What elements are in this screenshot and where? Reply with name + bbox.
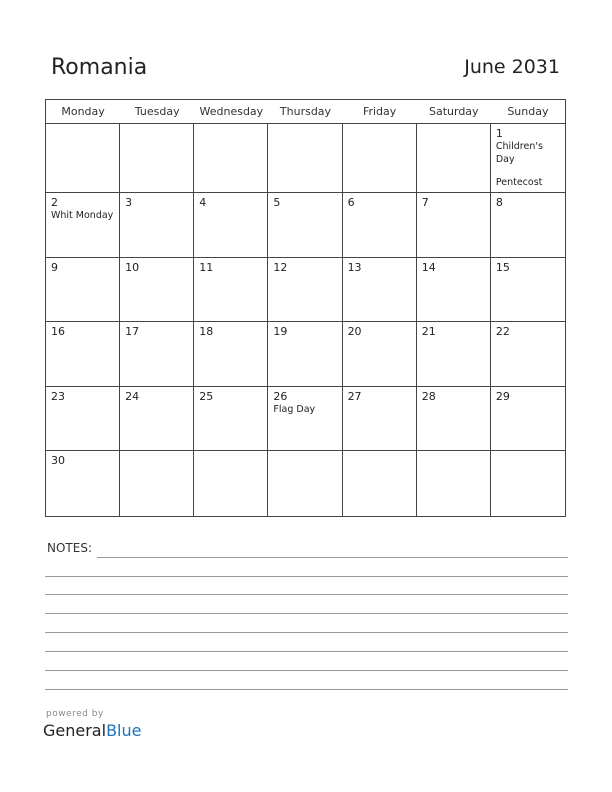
day-number: 16: [51, 325, 65, 339]
day-number: 29: [495, 389, 510, 403]
notes-line: [45, 576, 568, 577]
day-number: 28: [421, 389, 436, 403]
day-cell: [120, 322, 194, 387]
day-number: 30: [51, 454, 65, 468]
day-number: 15: [495, 260, 510, 274]
day-number: 3: [125, 196, 133, 209]
notes-label: NOTES:: [47, 541, 92, 555]
day-number: 1: [495, 127, 503, 140]
day-cell: [268, 258, 342, 323]
day-number: 24: [125, 389, 140, 403]
day-number: 10: [125, 260, 140, 274]
day-cell: [120, 451, 194, 516]
day-number: 7: [421, 196, 429, 209]
weekday-header: Friday: [343, 100, 417, 124]
month-year-title: June 2031: [464, 56, 560, 78]
day-number: 13: [347, 260, 362, 274]
day-cell: [268, 193, 342, 258]
day-cell: [268, 387, 342, 452]
day-cell: [491, 322, 565, 387]
day-number: 2: [51, 196, 58, 209]
day-number: 11: [199, 260, 214, 274]
day-cell: [417, 322, 491, 387]
day-number: 12: [273, 260, 288, 274]
day-cell: [491, 387, 565, 452]
day-number: 26: [273, 389, 288, 403]
weekday-header: Saturday: [417, 100, 491, 124]
day-cell: [194, 387, 268, 452]
day-cell: [120, 124, 194, 193]
brand-blue: Blue: [106, 721, 142, 740]
day-number: 23: [51, 389, 65, 403]
day-cell: [46, 387, 120, 452]
day-number: 18: [199, 325, 214, 339]
holiday-label: Flag Day: [273, 403, 316, 415]
day-number: 25: [199, 389, 214, 403]
day-cell: [491, 258, 565, 323]
day-cell: [120, 258, 194, 323]
holiday-label: Pentecost: [495, 177, 543, 188]
day-cell: [417, 193, 491, 258]
day-cell: [417, 387, 491, 452]
day-number: 22: [495, 325, 510, 339]
weekday-header: Sunday: [491, 100, 565, 124]
brand-general: General: [43, 721, 107, 740]
generalblue-logo: [43, 721, 141, 740]
day-cell: [491, 193, 565, 258]
day-cell: [268, 322, 342, 387]
day-cell: [194, 322, 268, 387]
day-cell: [417, 451, 491, 516]
weekday-header: Tuesday: [120, 100, 194, 124]
day-cell: [491, 451, 565, 516]
day-cell: [194, 124, 268, 193]
day-cell: [120, 387, 194, 452]
day-cell: [268, 124, 342, 193]
day-cell: [46, 258, 120, 323]
notes-line: [97, 557, 568, 558]
notes-line: [45, 689, 568, 690]
day-cell: [46, 451, 120, 516]
day-cell: [268, 451, 342, 516]
day-number: 14: [421, 260, 436, 274]
day-cell: [194, 258, 268, 323]
day-cell: [194, 451, 268, 516]
day-number: 17: [125, 325, 140, 339]
day-cell: [194, 193, 268, 258]
day-cell: [46, 322, 120, 387]
day-number: 21: [421, 325, 436, 339]
day-number: 6: [347, 196, 355, 209]
day-cell: [46, 124, 120, 193]
day-number: 5: [273, 196, 281, 209]
day-cell: [343, 451, 417, 516]
day-cell: [343, 124, 417, 193]
day-cell: [417, 124, 491, 193]
day-number: 19: [273, 325, 288, 339]
day-cell: [46, 193, 120, 258]
notes-line: [45, 670, 568, 671]
notes-line: [45, 594, 568, 595]
holiday-label: Children's Day: [495, 141, 543, 165]
day-number: 4: [199, 196, 207, 209]
weekday-header: Wednesday: [194, 100, 268, 124]
day-cell: [343, 322, 417, 387]
notes-line: [45, 651, 568, 652]
weekday-header: Thursday: [268, 100, 342, 124]
day-number: 20: [347, 325, 362, 339]
day-number: 8: [495, 196, 503, 209]
country-title: Romania: [51, 55, 148, 80]
day-number: 27: [347, 389, 362, 403]
day-cell: [343, 258, 417, 323]
notes-line: [45, 613, 568, 614]
powered-by-text: powered by: [46, 709, 104, 719]
day-cell: [491, 124, 565, 193]
day-cell: [120, 193, 194, 258]
day-cell: [417, 258, 491, 323]
weekday-header: Monday: [46, 100, 120, 124]
holiday-label: Whit Monday: [51, 210, 114, 221]
day-cell: [343, 387, 417, 452]
day-number: 9: [51, 260, 58, 274]
calendar-grid: [45, 99, 566, 517]
notes-line: [45, 632, 568, 633]
day-cell: [343, 193, 417, 258]
